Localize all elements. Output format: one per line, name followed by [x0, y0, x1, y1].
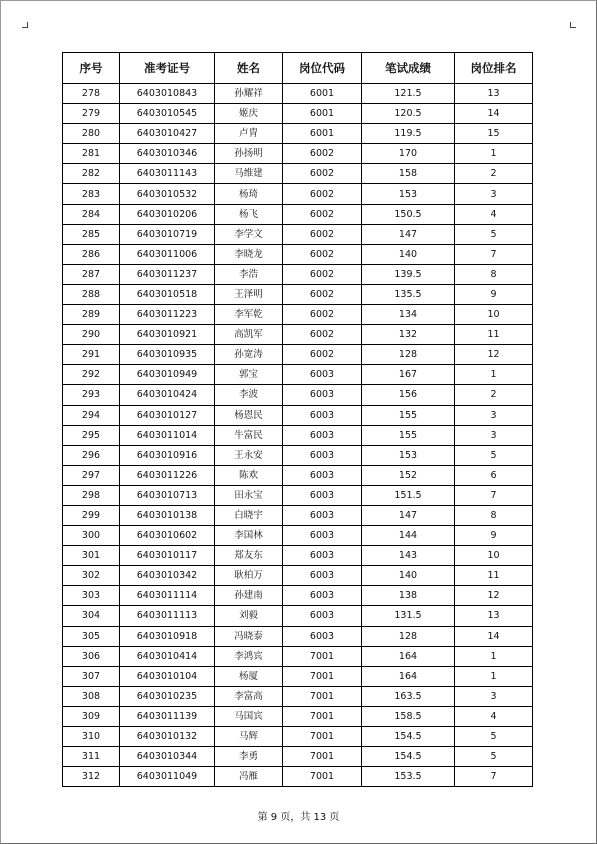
- col-seq-cell: 312: [63, 767, 120, 787]
- col-rank-cell: 3: [455, 425, 533, 445]
- col-name-cell: 王泽明: [215, 284, 283, 304]
- table-row: [63, 485, 533, 505]
- col-name-cell: 孙扬明: [215, 144, 283, 164]
- col-name-cell: 姬庆: [215, 104, 283, 124]
- col-score-cell: 121.5: [362, 84, 455, 104]
- table-row: [63, 124, 533, 144]
- col-post-code-cell: 6003: [283, 546, 362, 566]
- table-row: [63, 606, 533, 626]
- col-post-code-cell: 6002: [283, 284, 362, 304]
- col-exam-id-cell: 6403011049: [120, 767, 215, 787]
- col-name-cell: 杨飞: [215, 204, 283, 224]
- col-name-cell: 牛富民: [215, 425, 283, 445]
- col-post-code-cell: 7001: [283, 706, 362, 726]
- col-post-code-cell: 6003: [283, 425, 362, 445]
- col-exam-id-cell: 6403010427: [120, 124, 215, 144]
- col-name-cell: 郑友东: [215, 546, 283, 566]
- table-row: [63, 445, 533, 465]
- col-post-code-cell: 6002: [283, 305, 362, 325]
- col-rank-cell: 8: [455, 264, 533, 284]
- col-exam-id-cell: 6403010424: [120, 385, 215, 405]
- col-seq-cell: 286: [63, 244, 120, 264]
- table-row: [63, 284, 533, 304]
- col-exam-id-cell: 6403010518: [120, 284, 215, 304]
- col-post-code-cell: 6001: [283, 104, 362, 124]
- col-rank-cell: 13: [455, 606, 533, 626]
- col-score-cell: 158.5: [362, 706, 455, 726]
- col-post-code-cell: 6002: [283, 325, 362, 345]
- col-name-cell: 李波: [215, 385, 283, 405]
- col-exam-id-cell: 6403010719: [120, 224, 215, 244]
- col-exam-id-cell: 6403010602: [120, 526, 215, 546]
- table-row: [63, 706, 533, 726]
- col-post-code-cell: 6002: [283, 204, 362, 224]
- col-score-cell: 170: [362, 144, 455, 164]
- col-name-cell: 王永安: [215, 445, 283, 465]
- col-name-cell: 杨恩民: [215, 405, 283, 425]
- corner-mark-top-left: [22, 22, 28, 28]
- col-name-cell: 孙建南: [215, 586, 283, 606]
- col-name-cell: 马辉: [215, 727, 283, 747]
- col-name-cell: 杨厦: [215, 666, 283, 686]
- col-name-cell: 李浩: [215, 264, 283, 284]
- col-rank-header: 岗位排名: [455, 53, 533, 84]
- col-seq-cell: 279: [63, 104, 120, 124]
- col-score-cell: 128: [362, 345, 455, 365]
- col-seq-cell: 290: [63, 325, 120, 345]
- col-post-code-cell: 6002: [283, 184, 362, 204]
- col-name-cell: 高凯军: [215, 325, 283, 345]
- col-seq-header: 序号: [63, 53, 120, 84]
- col-rank-cell: 2: [455, 164, 533, 184]
- col-rank-cell: 13: [455, 84, 533, 104]
- col-rank-cell: 3: [455, 184, 533, 204]
- col-score-cell: 154.5: [362, 747, 455, 767]
- col-score-cell: 155: [362, 405, 455, 425]
- col-name-cell: 马国宾: [215, 706, 283, 726]
- col-rank-cell: 9: [455, 526, 533, 546]
- col-seq-cell: 280: [63, 124, 120, 144]
- col-exam-id-cell: 6403010127: [120, 405, 215, 425]
- table-row: [63, 767, 533, 787]
- col-score-cell: 120.5: [362, 104, 455, 124]
- corner-mark-top-right: [570, 22, 576, 28]
- col-post-code-cell: 6003: [283, 385, 362, 405]
- col-post-code-cell: 6002: [283, 164, 362, 184]
- col-rank-cell: 4: [455, 204, 533, 224]
- table-row: [63, 626, 533, 646]
- col-score-cell: 155: [362, 425, 455, 445]
- col-seq-cell: 302: [63, 566, 120, 586]
- col-name-cell: 马维建: [215, 164, 283, 184]
- col-seq-cell: 309: [63, 706, 120, 726]
- col-exam-id-cell: 6403010935: [120, 345, 215, 365]
- col-rank-cell: 14: [455, 104, 533, 124]
- col-score-cell: 147: [362, 224, 455, 244]
- col-post-code-cell: 6003: [283, 485, 362, 505]
- col-score-cell: 164: [362, 646, 455, 666]
- table-row: [63, 104, 533, 124]
- col-exam-id-cell: 6403010713: [120, 485, 215, 505]
- table-row: [63, 666, 533, 686]
- col-rank-cell: 7: [455, 767, 533, 787]
- col-rank-cell: 12: [455, 586, 533, 606]
- col-rank-cell: 10: [455, 546, 533, 566]
- col-seq-cell: 278: [63, 84, 120, 104]
- col-score-cell: 152: [362, 465, 455, 485]
- col-name-cell: 李富高: [215, 686, 283, 706]
- col-post-code-cell: 6001: [283, 124, 362, 144]
- table-row: [63, 586, 533, 606]
- col-seq-cell: 283: [63, 184, 120, 204]
- col-seq-cell: 288: [63, 284, 120, 304]
- table-row: [63, 686, 533, 706]
- table-row: [63, 204, 533, 224]
- col-rank-cell: 1: [455, 646, 533, 666]
- col-exam-id-cell: 6403010532: [120, 184, 215, 204]
- table-row: [63, 566, 533, 586]
- col-name-cell: 李晓龙: [215, 244, 283, 264]
- col-name-cell: 李鸿宾: [215, 646, 283, 666]
- col-rank-cell: 6: [455, 465, 533, 485]
- col-seq-cell: 300: [63, 526, 120, 546]
- score-table: [62, 52, 533, 787]
- table-header-row: [63, 53, 533, 84]
- col-score-cell: 140: [362, 566, 455, 586]
- col-rank-cell: 3: [455, 405, 533, 425]
- col-score-cell: 153: [362, 184, 455, 204]
- col-post-code-cell: 6003: [283, 465, 362, 485]
- col-rank-cell: 1: [455, 144, 533, 164]
- table-row: [63, 305, 533, 325]
- col-name-cell: 卢胄: [215, 124, 283, 144]
- table-row: [63, 385, 533, 405]
- col-name-cell: 李军乾: [215, 305, 283, 325]
- col-post-code-cell: 6002: [283, 144, 362, 164]
- col-rank-cell: 1: [455, 666, 533, 686]
- col-score-cell: 132: [362, 325, 455, 345]
- table-row: [63, 727, 533, 747]
- col-rank-cell: 5: [455, 224, 533, 244]
- col-exam-id-header: 准考证号: [120, 53, 215, 84]
- table-row: [63, 325, 533, 345]
- col-score-cell: 158: [362, 164, 455, 184]
- col-name-cell: 陈欢: [215, 465, 283, 485]
- col-name-cell: 耿柏万: [215, 566, 283, 586]
- col-post-code-cell: 6003: [283, 586, 362, 606]
- col-rank-cell: 15: [455, 124, 533, 144]
- col-score-cell: 131.5: [362, 606, 455, 626]
- col-score-cell: 135.5: [362, 284, 455, 304]
- col-seq-cell: 298: [63, 485, 120, 505]
- col-name-cell: 孙耀祥: [215, 84, 283, 104]
- col-exam-id-cell: 6403010344: [120, 747, 215, 767]
- col-rank-cell: 5: [455, 747, 533, 767]
- table-row: [63, 184, 533, 204]
- table-row: [63, 365, 533, 385]
- col-name-cell: 郭宝: [215, 365, 283, 385]
- col-rank-cell: 7: [455, 485, 533, 505]
- col-rank-cell: 11: [455, 325, 533, 345]
- col-seq-cell: 304: [63, 606, 120, 626]
- col-exam-id-cell: 6403010206: [120, 204, 215, 224]
- col-post-code-cell: 6002: [283, 345, 362, 365]
- col-score-cell: 150.5: [362, 204, 455, 224]
- table-row: [63, 224, 533, 244]
- col-post-code-cell: 7001: [283, 747, 362, 767]
- table-row: [63, 264, 533, 284]
- table-row: [63, 747, 533, 767]
- table-body: [63, 84, 533, 787]
- col-seq-cell: 287: [63, 264, 120, 284]
- col-seq-cell: 308: [63, 686, 120, 706]
- col-score-cell: 153: [362, 445, 455, 465]
- col-seq-cell: 291: [63, 345, 120, 365]
- col-exam-id-cell: 6403010235: [120, 686, 215, 706]
- col-exam-id-cell: 6403011226: [120, 465, 215, 485]
- table-row: [63, 164, 533, 184]
- col-post-code-cell: 6003: [283, 505, 362, 525]
- col-seq-cell: 294: [63, 405, 120, 425]
- col-rank-cell: 7: [455, 244, 533, 264]
- table-row: [63, 144, 533, 164]
- col-exam-id-cell: 6403011014: [120, 425, 215, 445]
- col-seq-cell: 306: [63, 646, 120, 666]
- col-exam-id-cell: 6403011223: [120, 305, 215, 325]
- col-score-cell: 151.5: [362, 485, 455, 505]
- col-exam-id-cell: 6403010843: [120, 84, 215, 104]
- col-post-code-cell: 6002: [283, 264, 362, 284]
- col-post-code-header: 岗位代码: [283, 53, 362, 84]
- col-name-cell: 刘毅: [215, 606, 283, 626]
- col-exam-id-cell: 6403010545: [120, 104, 215, 124]
- col-seq-cell: 297: [63, 465, 120, 485]
- col-score-cell: 163.5: [362, 686, 455, 706]
- col-score-cell: 153.5: [362, 767, 455, 787]
- col-name-cell: 白晓宇: [215, 505, 283, 525]
- col-name-header: 姓名: [215, 53, 283, 84]
- col-seq-cell: 292: [63, 365, 120, 385]
- table-row: [63, 244, 533, 264]
- table-row: [63, 505, 533, 525]
- col-exam-id-cell: 6403011237: [120, 264, 215, 284]
- col-score-header: 笔试成绩: [362, 53, 455, 84]
- col-rank-cell: 8: [455, 505, 533, 525]
- col-seq-cell: 295: [63, 425, 120, 445]
- col-score-cell: 143: [362, 546, 455, 566]
- col-exam-id-cell: 6403011143: [120, 164, 215, 184]
- col-name-cell: 李勇: [215, 747, 283, 767]
- col-score-cell: 119.5: [362, 124, 455, 144]
- col-exam-id-cell: 6403010138: [120, 505, 215, 525]
- col-score-cell: 138: [362, 586, 455, 606]
- col-seq-cell: 284: [63, 204, 120, 224]
- col-rank-cell: 5: [455, 445, 533, 465]
- col-seq-cell: 281: [63, 144, 120, 164]
- col-seq-cell: 296: [63, 445, 120, 465]
- col-exam-id-cell: 6403010346: [120, 144, 215, 164]
- col-post-code-cell: 6001: [283, 84, 362, 104]
- col-seq-cell: 299: [63, 505, 120, 525]
- col-exam-id-cell: 6403010414: [120, 646, 215, 666]
- col-seq-cell: 289: [63, 305, 120, 325]
- col-seq-cell: 311: [63, 747, 120, 767]
- col-name-cell: 杨琦: [215, 184, 283, 204]
- col-exam-id-cell: 6403010132: [120, 727, 215, 747]
- col-seq-cell: 310: [63, 727, 120, 747]
- col-score-cell: 156: [362, 385, 455, 405]
- col-exam-id-cell: 6403010918: [120, 626, 215, 646]
- col-score-cell: 147: [362, 505, 455, 525]
- col-seq-cell: 303: [63, 586, 120, 606]
- col-score-cell: 140: [362, 244, 455, 264]
- table-row: [63, 425, 533, 445]
- col-exam-id-cell: 6403011114: [120, 586, 215, 606]
- col-score-cell: 164: [362, 666, 455, 686]
- col-post-code-cell: 6003: [283, 606, 362, 626]
- table-row: [63, 405, 533, 425]
- col-score-cell: 167: [362, 365, 455, 385]
- col-name-cell: 李国林: [215, 526, 283, 546]
- col-rank-cell: 4: [455, 706, 533, 726]
- col-post-code-cell: 6003: [283, 365, 362, 385]
- col-exam-id-cell: 6403010104: [120, 666, 215, 686]
- table-row: [63, 84, 533, 104]
- col-post-code-cell: 7001: [283, 686, 362, 706]
- col-seq-cell: 285: [63, 224, 120, 244]
- col-exam-id-cell: 6403011139: [120, 706, 215, 726]
- col-post-code-cell: 7001: [283, 767, 362, 787]
- col-seq-cell: 305: [63, 626, 120, 646]
- col-seq-cell: 282: [63, 164, 120, 184]
- col-exam-id-cell: 6403010342: [120, 566, 215, 586]
- col-rank-cell: 3: [455, 686, 533, 706]
- table-row: [63, 526, 533, 546]
- col-post-code-cell: 6003: [283, 526, 362, 546]
- col-post-code-cell: 6003: [283, 566, 362, 586]
- col-post-code-cell: 6003: [283, 405, 362, 425]
- col-post-code-cell: 6002: [283, 244, 362, 264]
- col-exam-id-cell: 6403010949: [120, 365, 215, 385]
- col-post-code-cell: 7001: [283, 666, 362, 686]
- col-exam-id-cell: 6403011113: [120, 606, 215, 626]
- col-rank-cell: 11: [455, 566, 533, 586]
- table-row: [63, 465, 533, 485]
- col-rank-cell: 1: [455, 365, 533, 385]
- col-name-cell: 冯晓泰: [215, 626, 283, 646]
- col-post-code-cell: 6003: [283, 445, 362, 465]
- col-name-cell: 冯雁: [215, 767, 283, 787]
- col-post-code-cell: 6002: [283, 224, 362, 244]
- page-footer: 第 9 页，共 13 页: [257, 812, 340, 823]
- col-rank-cell: 12: [455, 345, 533, 365]
- table-row: [63, 646, 533, 666]
- col-rank-cell: 14: [455, 626, 533, 646]
- col-exam-id-cell: 6403011006: [120, 244, 215, 264]
- col-post-code-cell: 7001: [283, 727, 362, 747]
- col-score-cell: 128: [362, 626, 455, 646]
- col-post-code-cell: 7001: [283, 646, 362, 666]
- col-name-cell: 孙宽涛: [215, 345, 283, 365]
- col-exam-id-cell: 6403010117: [120, 546, 215, 566]
- col-score-cell: 144: [362, 526, 455, 546]
- col-score-cell: 139.5: [362, 264, 455, 284]
- col-rank-cell: 10: [455, 305, 533, 325]
- col-seq-cell: 293: [63, 385, 120, 405]
- col-rank-cell: 9: [455, 284, 533, 304]
- col-post-code-cell: 6003: [283, 626, 362, 646]
- col-name-cell: 田永宝: [215, 485, 283, 505]
- col-score-cell: 154.5: [362, 727, 455, 747]
- col-seq-cell: 301: [63, 546, 120, 566]
- col-name-cell: 李学文: [215, 224, 283, 244]
- col-rank-cell: 5: [455, 727, 533, 747]
- table-row: [63, 546, 533, 566]
- col-exam-id-cell: 6403010921: [120, 325, 215, 345]
- col-exam-id-cell: 6403010916: [120, 445, 215, 465]
- col-score-cell: 134: [362, 305, 455, 325]
- col-rank-cell: 2: [455, 385, 533, 405]
- col-seq-cell: 307: [63, 666, 120, 686]
- table-row: [63, 345, 533, 365]
